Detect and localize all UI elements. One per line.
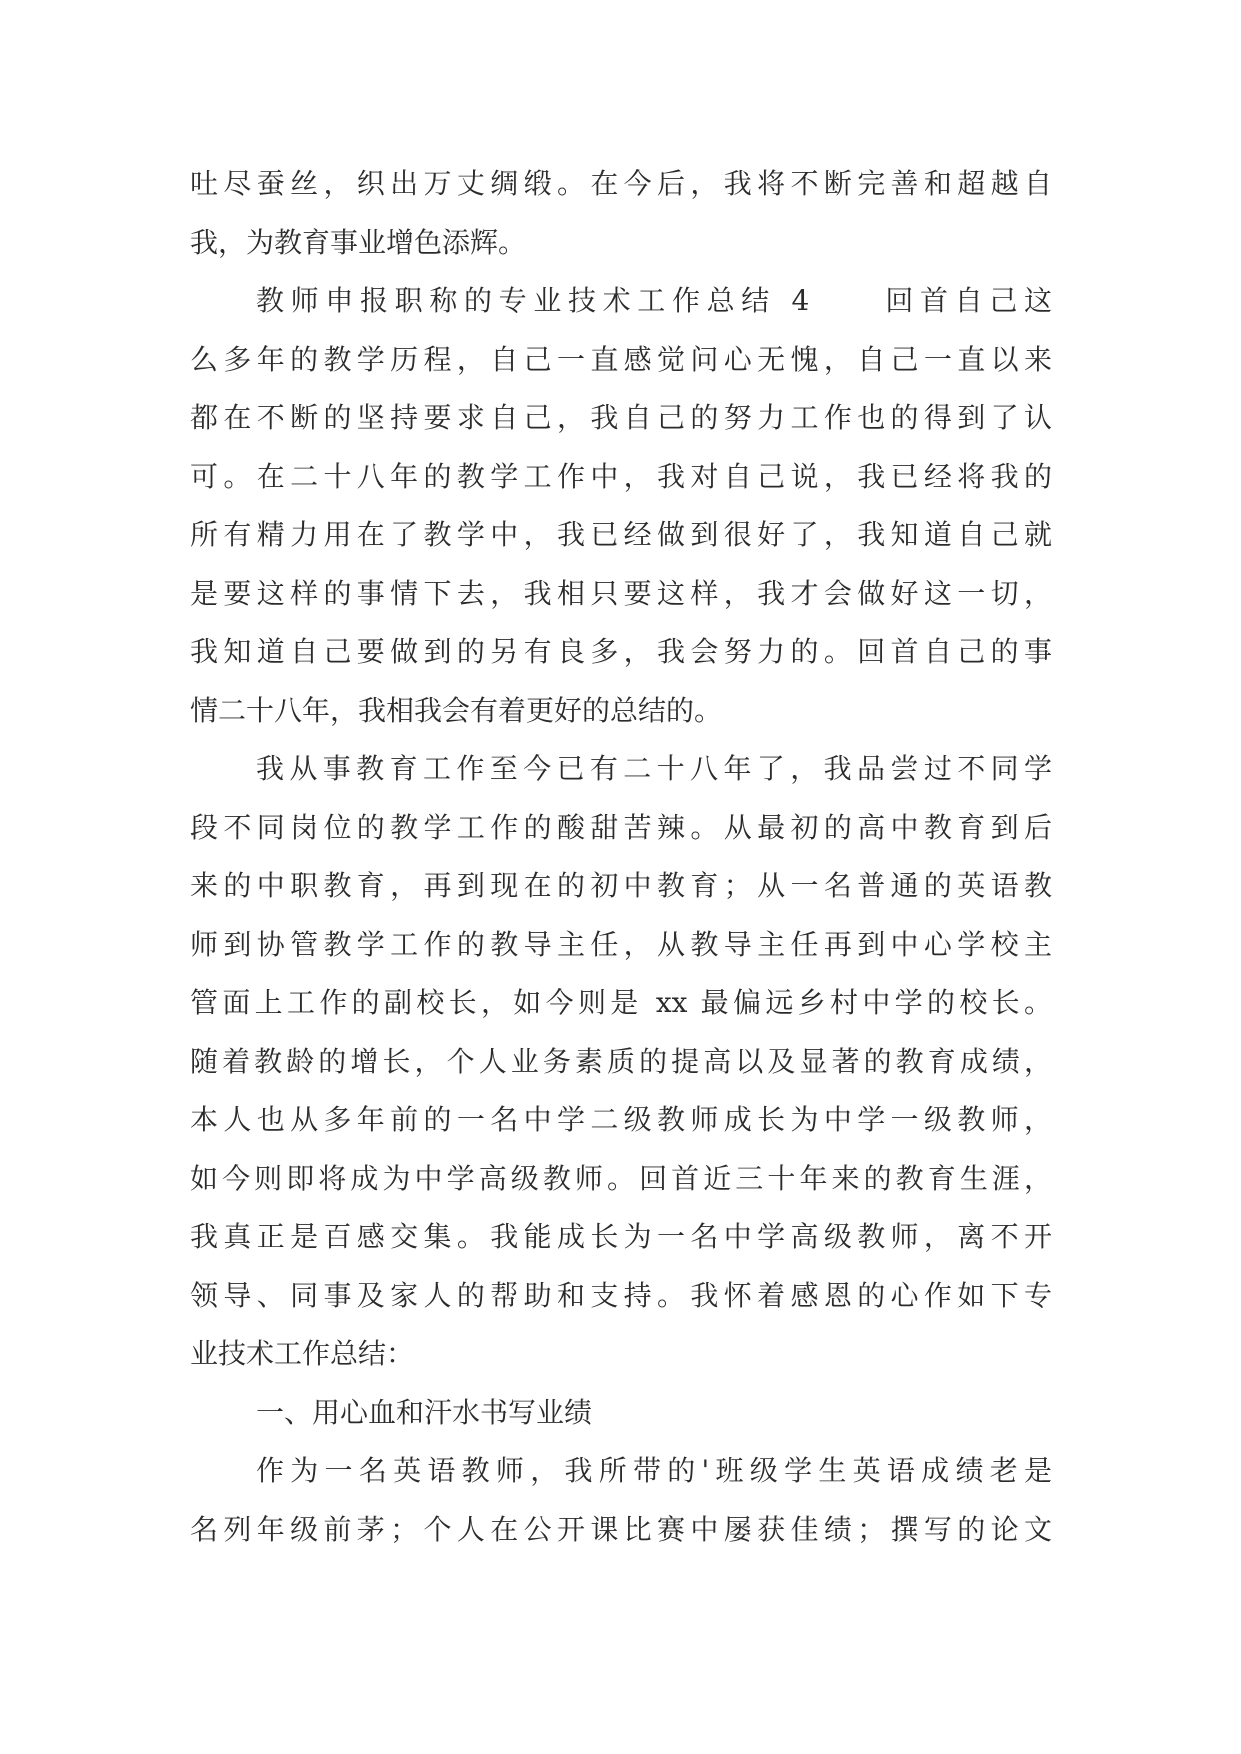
text-line: 师到协管教学工作的教导主任，从教导主任再到中心学校主 <box>190 927 1052 961</box>
paragraph <box>190 1442 1052 1559</box>
paragraph <box>190 155 1052 272</box>
text-line: 随着教龄的增长，个人业务素质的提高以及显著的教育成绩， <box>190 1044 1052 1078</box>
text-line: 吐尽蚕丝，织出万丈绸缎。在今后，我将不断完善和超越自 <box>190 167 1052 200</box>
text-line: 如今则即将成为中学高级教师。回首近三十年来的教育生涯， <box>190 1161 1052 1195</box>
text-line: 情二十八年，我相我会有着更好的总结的。 <box>190 693 723 727</box>
section-heading <box>190 1384 1052 1443</box>
text-line: 我真正是百感交集。我能成长为一名中学高级教师，离不开 <box>190 1220 1052 1253</box>
text-line: 我知道自己要做到的另有良多，我会努力的。回首自己的事 <box>190 635 1052 668</box>
text-line: 来的中职教育，再到现在的初中教育；从一名普通的英语教 <box>190 869 1052 902</box>
text-line: 教师申报职称的专业技术工作总结 4 回首自己这 <box>256 284 1052 317</box>
text-line: 名列年级前茅；个人在公开课比赛中屡获佳绩；撰写的论文 <box>190 1512 1052 1546</box>
text-line: 业技术工作总结： <box>190 1337 415 1370</box>
text-line: 作为一名英语教师，我所带的'班级学生英语成绩老是 <box>256 1454 1052 1487</box>
text-line: 管面上工作的副校长，如今则是 xx 最偏远乡村中学的校长。 <box>190 986 1052 1019</box>
text-line: 本人也从多年前的一名中学二级教师成长为中学一级教师， <box>190 1103 1052 1136</box>
section-heading-text: 一、用心血和汗水书写业绩 <box>256 1395 593 1429</box>
text-line: 是要这样的事情下去，我相只要这样，我才会做好这一切， <box>190 576 1052 610</box>
document-body <box>190 155 1052 1559</box>
text-line: 领导、同事及家人的帮助和支持。我怀着感恩的心作如下专 <box>190 1278 1052 1312</box>
paragraph <box>190 272 1052 740</box>
text-line: 所有精力用在了教学中，我已经做到很好了，我知道自己就 <box>190 518 1052 551</box>
text-line: 么多年的教学历程，自己一直感觉问心无愧，自己一直以来 <box>190 342 1052 376</box>
text-line: 段不同岗位的教学工作的酸甜苦辣。从最初的高中教育到后 <box>190 810 1052 844</box>
text-line: 都在不断的坚持要求自己，我自己的努力工作也的得到了认 <box>190 401 1052 434</box>
text-line: 我，为教育事业增色添辉。 <box>190 225 527 259</box>
text-line: 可。在二十八年的教学工作中，我对自己说，我已经将我的 <box>190 459 1052 493</box>
text-line: 我从事教育工作至今已有二十八年了，我品尝过不同学 <box>256 752 1052 785</box>
paragraph <box>190 740 1052 1384</box>
